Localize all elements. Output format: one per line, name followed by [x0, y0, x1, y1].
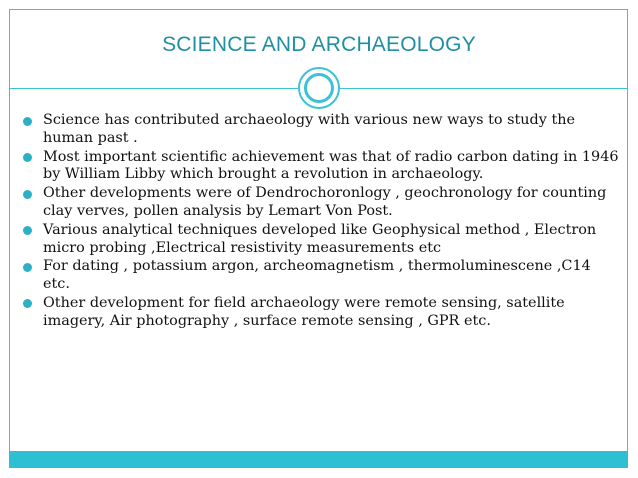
list-item — [22, 112, 622, 148]
title-divider-right — [340, 88, 628, 89]
bullet-text: Other developments were of Dendrochoronlogy , geochronology for counting clay verves, pollen analysis by Lemart Von Post. — [43, 185, 607, 219]
footer-accent-bar — [9, 451, 628, 468]
bullet-text: Most important scientific achievement was that of radio carbon dating in 1946 by William Libby which brought a revolution in archaeology. — [43, 148, 619, 183]
bullet-text: For dating , potassium argon, archeomagnetism , thermoluminescene ,C14 etc. — [43, 258, 591, 293]
bullet-dot-icon — [23, 117, 32, 126]
list-item — [22, 295, 622, 331]
list-item — [22, 222, 622, 258]
slide-content — [22, 112, 622, 332]
list-item — [22, 185, 622, 221]
bullet-dot-icon — [23, 299, 32, 308]
list-item — [22, 258, 622, 294]
bullet-dot-icon — [23, 226, 32, 235]
bullet-list — [22, 112, 622, 331]
bullet-text: Various analytical techniques developed like Geophysical method , Electron micro probing ,Electrical resistivity measurements etc — [43, 221, 597, 256]
bullet-dot-icon — [23, 153, 32, 162]
bullet-dot-icon — [23, 190, 32, 199]
list-item — [22, 149, 622, 185]
title-divider-left — [10, 88, 298, 89]
bullet-dot-icon — [23, 263, 32, 272]
bullet-text: Other development for field archaeology were remote sensing, satellite imagery, Air photography , surface remote sensing , GPR etc. — [43, 294, 565, 329]
bullet-text: Science has contributed archaeology with various new ways to study the human past . — [43, 112, 576, 146]
slide-title: SCIENCE AND ARCHAEOLOGY — [162, 33, 476, 56]
double-ring-inner-icon — [304, 73, 334, 103]
